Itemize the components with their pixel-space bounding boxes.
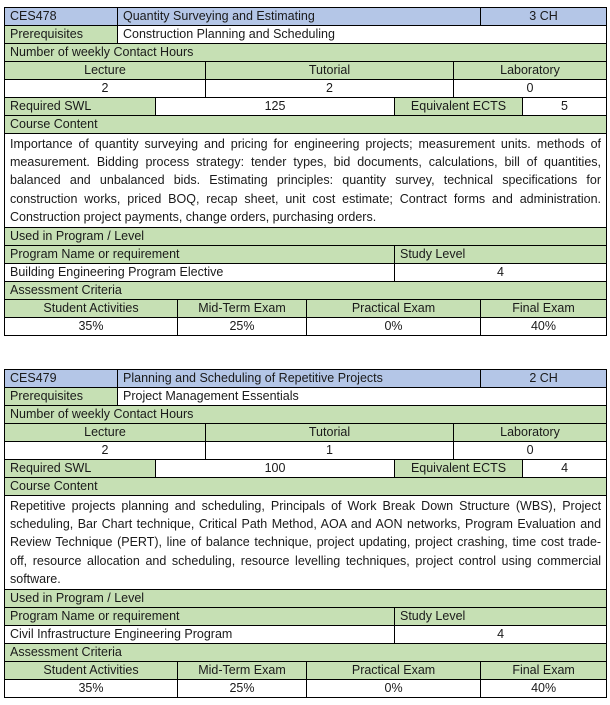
swl-label: Required SWL bbox=[5, 98, 156, 116]
contact-values-row bbox=[5, 80, 607, 98]
study-level-header: Study Level bbox=[395, 608, 607, 626]
course-code: CES479 bbox=[5, 370, 118, 388]
midterm-exam-header: Mid-Term Exam bbox=[178, 300, 307, 318]
student-activities-header: Student Activities bbox=[5, 662, 178, 680]
final-exam-weight: 40% bbox=[481, 318, 607, 336]
assessment-criteria-label: Assessment Criteria bbox=[5, 644, 607, 662]
prerequisites-row bbox=[5, 26, 607, 44]
used-in-program-label: Used in Program / Level bbox=[5, 590, 607, 608]
ects-label: Equivalent ECTS bbox=[395, 98, 523, 116]
program-name: Building Engineering Program Elective bbox=[5, 264, 395, 282]
study-level: 4 bbox=[395, 264, 607, 282]
prerequisites-row bbox=[5, 388, 607, 406]
prerequisites-label: Prerequisites bbox=[5, 26, 118, 44]
assessment-headers-row bbox=[5, 662, 607, 680]
course-table-ces478 bbox=[4, 7, 607, 336]
program-headers-row bbox=[5, 608, 607, 626]
laboratory-header: Laboratory bbox=[454, 424, 607, 442]
program-headers-row bbox=[5, 246, 607, 264]
final-exam-header: Final Exam bbox=[481, 300, 607, 318]
practical-exam-header: Practical Exam bbox=[307, 300, 481, 318]
midterm-exam-weight: 25% bbox=[178, 680, 307, 698]
practical-exam-header: Practical Exam bbox=[307, 662, 481, 680]
workload-row bbox=[5, 460, 607, 478]
final-exam-weight: 40% bbox=[481, 680, 607, 698]
laboratory-hours: 0 bbox=[454, 80, 607, 98]
prerequisites-value: Construction Planning and Scheduling bbox=[118, 26, 607, 44]
tutorial-header: Tutorial bbox=[206, 424, 454, 442]
tutorial-hours: 2 bbox=[206, 80, 454, 98]
ects-value: 5 bbox=[523, 98, 607, 116]
prerequisites-value: Project Management Essentials bbox=[118, 388, 607, 406]
course-title: Planning and Scheduling of Repetitive Projects bbox=[118, 370, 481, 388]
program-values-row bbox=[5, 264, 607, 282]
program-name-header: Program Name or requirement bbox=[5, 608, 395, 626]
student-activities-header: Student Activities bbox=[5, 300, 178, 318]
practical-exam-weight: 0% bbox=[307, 318, 481, 336]
lecture-header: Lecture bbox=[5, 62, 206, 80]
midterm-exam-weight: 25% bbox=[178, 318, 307, 336]
used-in-program-label: Used in Program / Level bbox=[5, 228, 607, 246]
laboratory-hours: 0 bbox=[454, 442, 607, 460]
program-values-row bbox=[5, 626, 607, 644]
lecture-hours: 2 bbox=[5, 80, 206, 98]
course-content-label: Course Content bbox=[5, 116, 607, 134]
course-credits: 2 CH bbox=[481, 370, 607, 388]
lecture-hours: 2 bbox=[5, 442, 206, 460]
program-name-header: Program Name or requirement bbox=[5, 246, 395, 264]
course-code: CES478 bbox=[5, 8, 118, 26]
practical-exam-weight: 0% bbox=[307, 680, 481, 698]
contact-headers-row bbox=[5, 424, 607, 442]
ects-value: 4 bbox=[523, 460, 607, 478]
lecture-header: Lecture bbox=[5, 424, 206, 442]
workload-row bbox=[5, 98, 607, 116]
course-credits: 3 CH bbox=[481, 8, 607, 26]
course-title: Quantity Surveying and Estimating bbox=[118, 8, 481, 26]
study-level-header: Study Level bbox=[395, 246, 607, 264]
swl-value: 100 bbox=[156, 460, 395, 478]
assessment-values-row bbox=[5, 680, 607, 698]
student-activities-weight: 35% bbox=[5, 680, 178, 698]
course-table-ces479 bbox=[4, 369, 607, 698]
tutorial-hours: 1 bbox=[206, 442, 454, 460]
swl-label: Required SWL bbox=[5, 460, 156, 478]
course-header-row bbox=[5, 370, 607, 388]
course-content-text: Repetitive projects planning and scheduling, Principals of Work Break Down Structure (WBS), Project scheduling, Bar Chart technique, Critical Path Method, AOA and AON networks, Program Evaluation and Review Technique (PERT), line of balance technique, project updating, project crashing, time cost trade-off, resource allocation and scheduling, resource levelling techniques, project control using commercial software. bbox=[5, 496, 607, 590]
assessment-criteria-label: Assessment Criteria bbox=[5, 282, 607, 300]
laboratory-header: Laboratory bbox=[454, 62, 607, 80]
study-level: 4 bbox=[395, 626, 607, 644]
final-exam-header: Final Exam bbox=[481, 662, 607, 680]
ects-label: Equivalent ECTS bbox=[395, 460, 523, 478]
assessment-headers-row bbox=[5, 300, 607, 318]
midterm-exam-header: Mid-Term Exam bbox=[178, 662, 307, 680]
contact-hours-label: Number of weekly Contact Hours bbox=[5, 44, 607, 62]
swl-value: 125 bbox=[156, 98, 395, 116]
contact-hours-label: Number of weekly Contact Hours bbox=[5, 406, 607, 424]
course-content-text: Importance of quantity surveying and pricing for engineering projects; measurement units. methods of measurement. Bidding process strategy: tender types, bid documents, calculations, bill of quantities, balanced and unbalanced bids. Estimating principles: quantity survey, technical specifications for construction works, priced BOQ, recap sheet, unit cost estimate; Contract forms and administration. Construction project payments, change orders, purchasing orders. bbox=[5, 134, 607, 228]
prerequisites-label: Prerequisites bbox=[5, 388, 118, 406]
course-header-row bbox=[5, 8, 607, 26]
tutorial-header: Tutorial bbox=[206, 62, 454, 80]
contact-values-row bbox=[5, 442, 607, 460]
course-content-label: Course Content bbox=[5, 478, 607, 496]
contact-headers-row bbox=[5, 62, 607, 80]
program-name: Civil Infrastructure Engineering Program bbox=[5, 626, 395, 644]
student-activities-weight: 35% bbox=[5, 318, 178, 336]
assessment-values-row bbox=[5, 318, 607, 336]
